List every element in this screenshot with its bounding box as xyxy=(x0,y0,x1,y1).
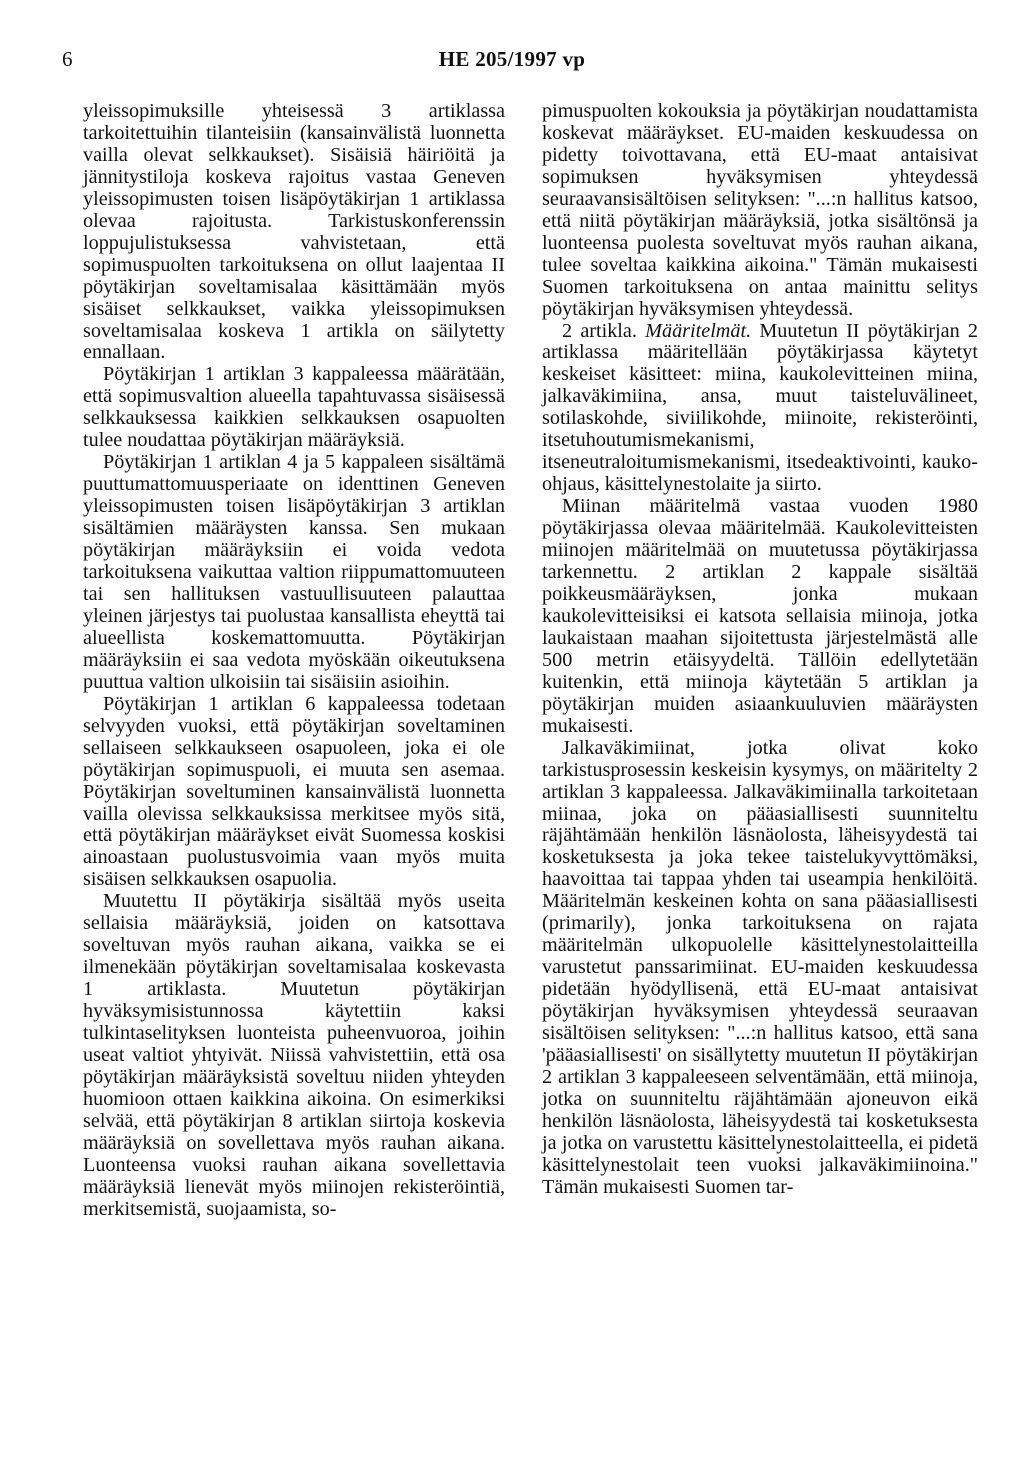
paragraph: Muutettu II pöytäkirja sisältää myös useita sellaisia määräyksiä, joiden on katsottava soveltuvan myös rauhan aikana, vaikka se ei ilmenekään pöytäkirjan soveltamisalaa koskevasta 1 artiklasta. Muutetun pöytäkirjan hyväksymisistunnossa käytettiin kaksi tulkintaselityksen luonteista puheenvuoroa, joihin useat valtiot yhtyivät. Niissä vahvistettiin, että osa pöytäkirjan määräyksistä soveltuu niiden yhteyden huomioon ottaen kaikkina aikoina. On esimerkiksi selvää, että pöytäkirjan 8 artiklan siirtoja koskevia määräyksiä on sovellettava myös rauhan aikana. Luonteensa vuoksi rauhan aikana sovellettavia määräyksiä lienevät myös miinojen rekisteröintiä, merkitsemistä, suojaamista, so- xyxy=(83,890,505,1220)
left-column xyxy=(83,101,505,1221)
right-column xyxy=(542,101,978,1199)
page-number: 6 xyxy=(62,47,73,71)
paragraph: yleissopimuksille yhteisessä 3 artiklassa tarkoitettuihin tilanteisiin (kansainvälistä luonnetta vailla olevat selkkaukset). Sisäisiä häiriöitä ja jännitystiloja koskeva rajoitus vastaa Geneven yleissopimusten toisen lisäpöytäkirjan 1 artiklassa olevaa rajoitusta. Tarkistuskonferenssin loppujulistuksessa vahvistetaan, että sopimuspuolten tarkoituksena on ollut laajentaa II pöytäkirjan soveltamisalaa käsittämään myös sisäiset selkkaukset, vaikka yleissopimuksen soveltamisalaa koskeva 1 artikla on säilytetty ennallaan. xyxy=(83,100,505,364)
paragraph: Pöytäkirjan 1 artiklan 4 ja 5 kappaleen sisältämä puuttumattomuusperiaate on identtinen Geneven yleissopimusten toisen lisäpöytäkirjan 3 artiklan sisältämien määräysten kanssa. Sen mukaan pöytäkirjan määräyksiin ei voida vedota tarkoituksena vaikuttaa valtion riippumattomuuteen tai sen hallituksen vastuullisuuteen palauttaa yleinen järjestys tai puolustaa kansallista eheyttä tai alueellista koskemattomuutta. Pöytäkirjan määräyksiin ei saa vedota myöskään oikeutuksena puuttua valtion ulkoisiin tai sisäisiin asioihin. xyxy=(83,451,505,693)
article-title: Määritelmät. xyxy=(645,319,752,342)
article-paragraph xyxy=(542,321,978,497)
paragraph: pimuspuolten kokouksia ja pöytäkirjan noudattamista koskevat määräykset. EU-maiden keskuudessa on pidetty toivottavana, että EU-maat antaisivat sopimuksen hyväksymisen yhteydessä seuraavansisältöisen selityksen: "...:n hallitus katsoo, että niitä pöytäkirjan määräyksiä, jotka sisältönsä ja luonteensa puolesta soveltuvat myös rauhan aikana, tulee soveltaa kaikkina aikoina." Tämän mukaisesti Suomen tarkoituksena on antaa mainittu selitys pöytäkirjan hyväksymisen yhteydessä. xyxy=(542,100,978,320)
article-text: Muutetun II pöytäkirjan 2 artiklassa määritellään pöytäkirjassa käytetyt keskeiset käsitteet: miina, kaukolevitteinen miina, jalkaväkimiina, ansa, muut taisteluvälineet, sotilaskohde, siviilikohde, miinoite, rekisteröinti, itsetuhoutumismekanismi, itseneutraloitumismekanismi, itsedeaktivointi, kauko-ohjaus, käsittelynestolaite ja siirto. xyxy=(542,319,978,496)
paragraph: Jalkaväkimiinat, jotka olivat koko tarkistusprosessin keskeisin kysymys, on määritelty 2 artiklan 3 kappaleessa. Jalkaväkimiinalla tarkoitetaan miinaa, joka on pääasiallisesti suunniteltu räjähtämään henkilön läsnäolosta, läheisyydestä tai kosketuksesta ja joka tekee taistelukyvyttömäksi, haavoittaa tai tappaa yhden tai useampia henkilöitä. Määritelmän keskeinen kohta on sana pääasiallisesti (primarily), jonka tarkoituksena on rajata määritelmän ulkopuolelle käsittelynestolaitteilla varustetut panssarimiinat. EU-maiden keskuudessa pidetään hyödyllisenä, että EU-maat antaisivat pöytäkirjan hyväksymisen yhteydessä seuraavan sisältöisen selityksen: "...:n hallitus katsoo, että sana 'pääasiallisesti' on sisällytetty muutetun II pöytäkirjan 2 artiklan 3 kappaleeseen selventämään, että miinoja, jotka on suunniteltu räjähtämään ajoneuvon eikä henkilön läsnäolosta, läheisyydestä tai kosketuksesta ja jotka on varustettu käsittelynestolaitteella, ei pidetä käsittelynestolait teen vuoksi jalkaväkimiinoina." Tämän mukaisesti Suomen tar- xyxy=(542,736,978,1198)
paragraph: Miinan määritelmä vastaa vuoden 1980 pöytäkirjassa olevaa määritelmää. Kaukolevitteisten miinojen määritelmää on muutetussa pöytäkirjassa tarkennettu. 2 artiklan 2 kappale sisältää poikkeusmääräyksen, jonka mukaan kaukolevitteisiksi ei katsota sellaisia miinoja, jotka laukaistaan maahan sijoitettusta järjestelmästä alle 500 metrin etäisyydeltä. Tällöin edellytetään kuitenkin, että miinoja käytetään 5 artiklan ja pöytäkirjan muiden asiaankuuluvien määräysten mukaisesti. xyxy=(542,495,978,737)
running-head: HE 205/1997 vp xyxy=(438,47,586,71)
article-label: 2 artikla. xyxy=(562,319,637,342)
paragraph: Pöytäkirjan 1 artiklan 3 kappaleessa määrätään, että sopimusvaltion alueella tapahtuvassa sisäisessä selkkauksessa kaikkien selkkauksen osapuolten tulee noudattaa pöytäkirjan määräyksiä. xyxy=(83,363,505,452)
paragraph: Pöytäkirjan 1 artiklan 6 kappaleessa todetaan selvyyden vuoksi, että pöytäkirjan soveltaminen sellaiseen selkkaukseen osapuoleen, joka ei ole pöytäkirjan sopimuspuoli, ei muuta sen asemaa. Pöytäkirjan soveltuminen kansainvälistä luonnetta vailla olevissa selkkauksissa merkitsee myös sitä, että pöytäkirjan määräykset eivät Suomessa koskisi ainoastaan puolustusvoimia vaan myös muita sisäisen selkkauksen osapuolia. xyxy=(83,692,505,891)
